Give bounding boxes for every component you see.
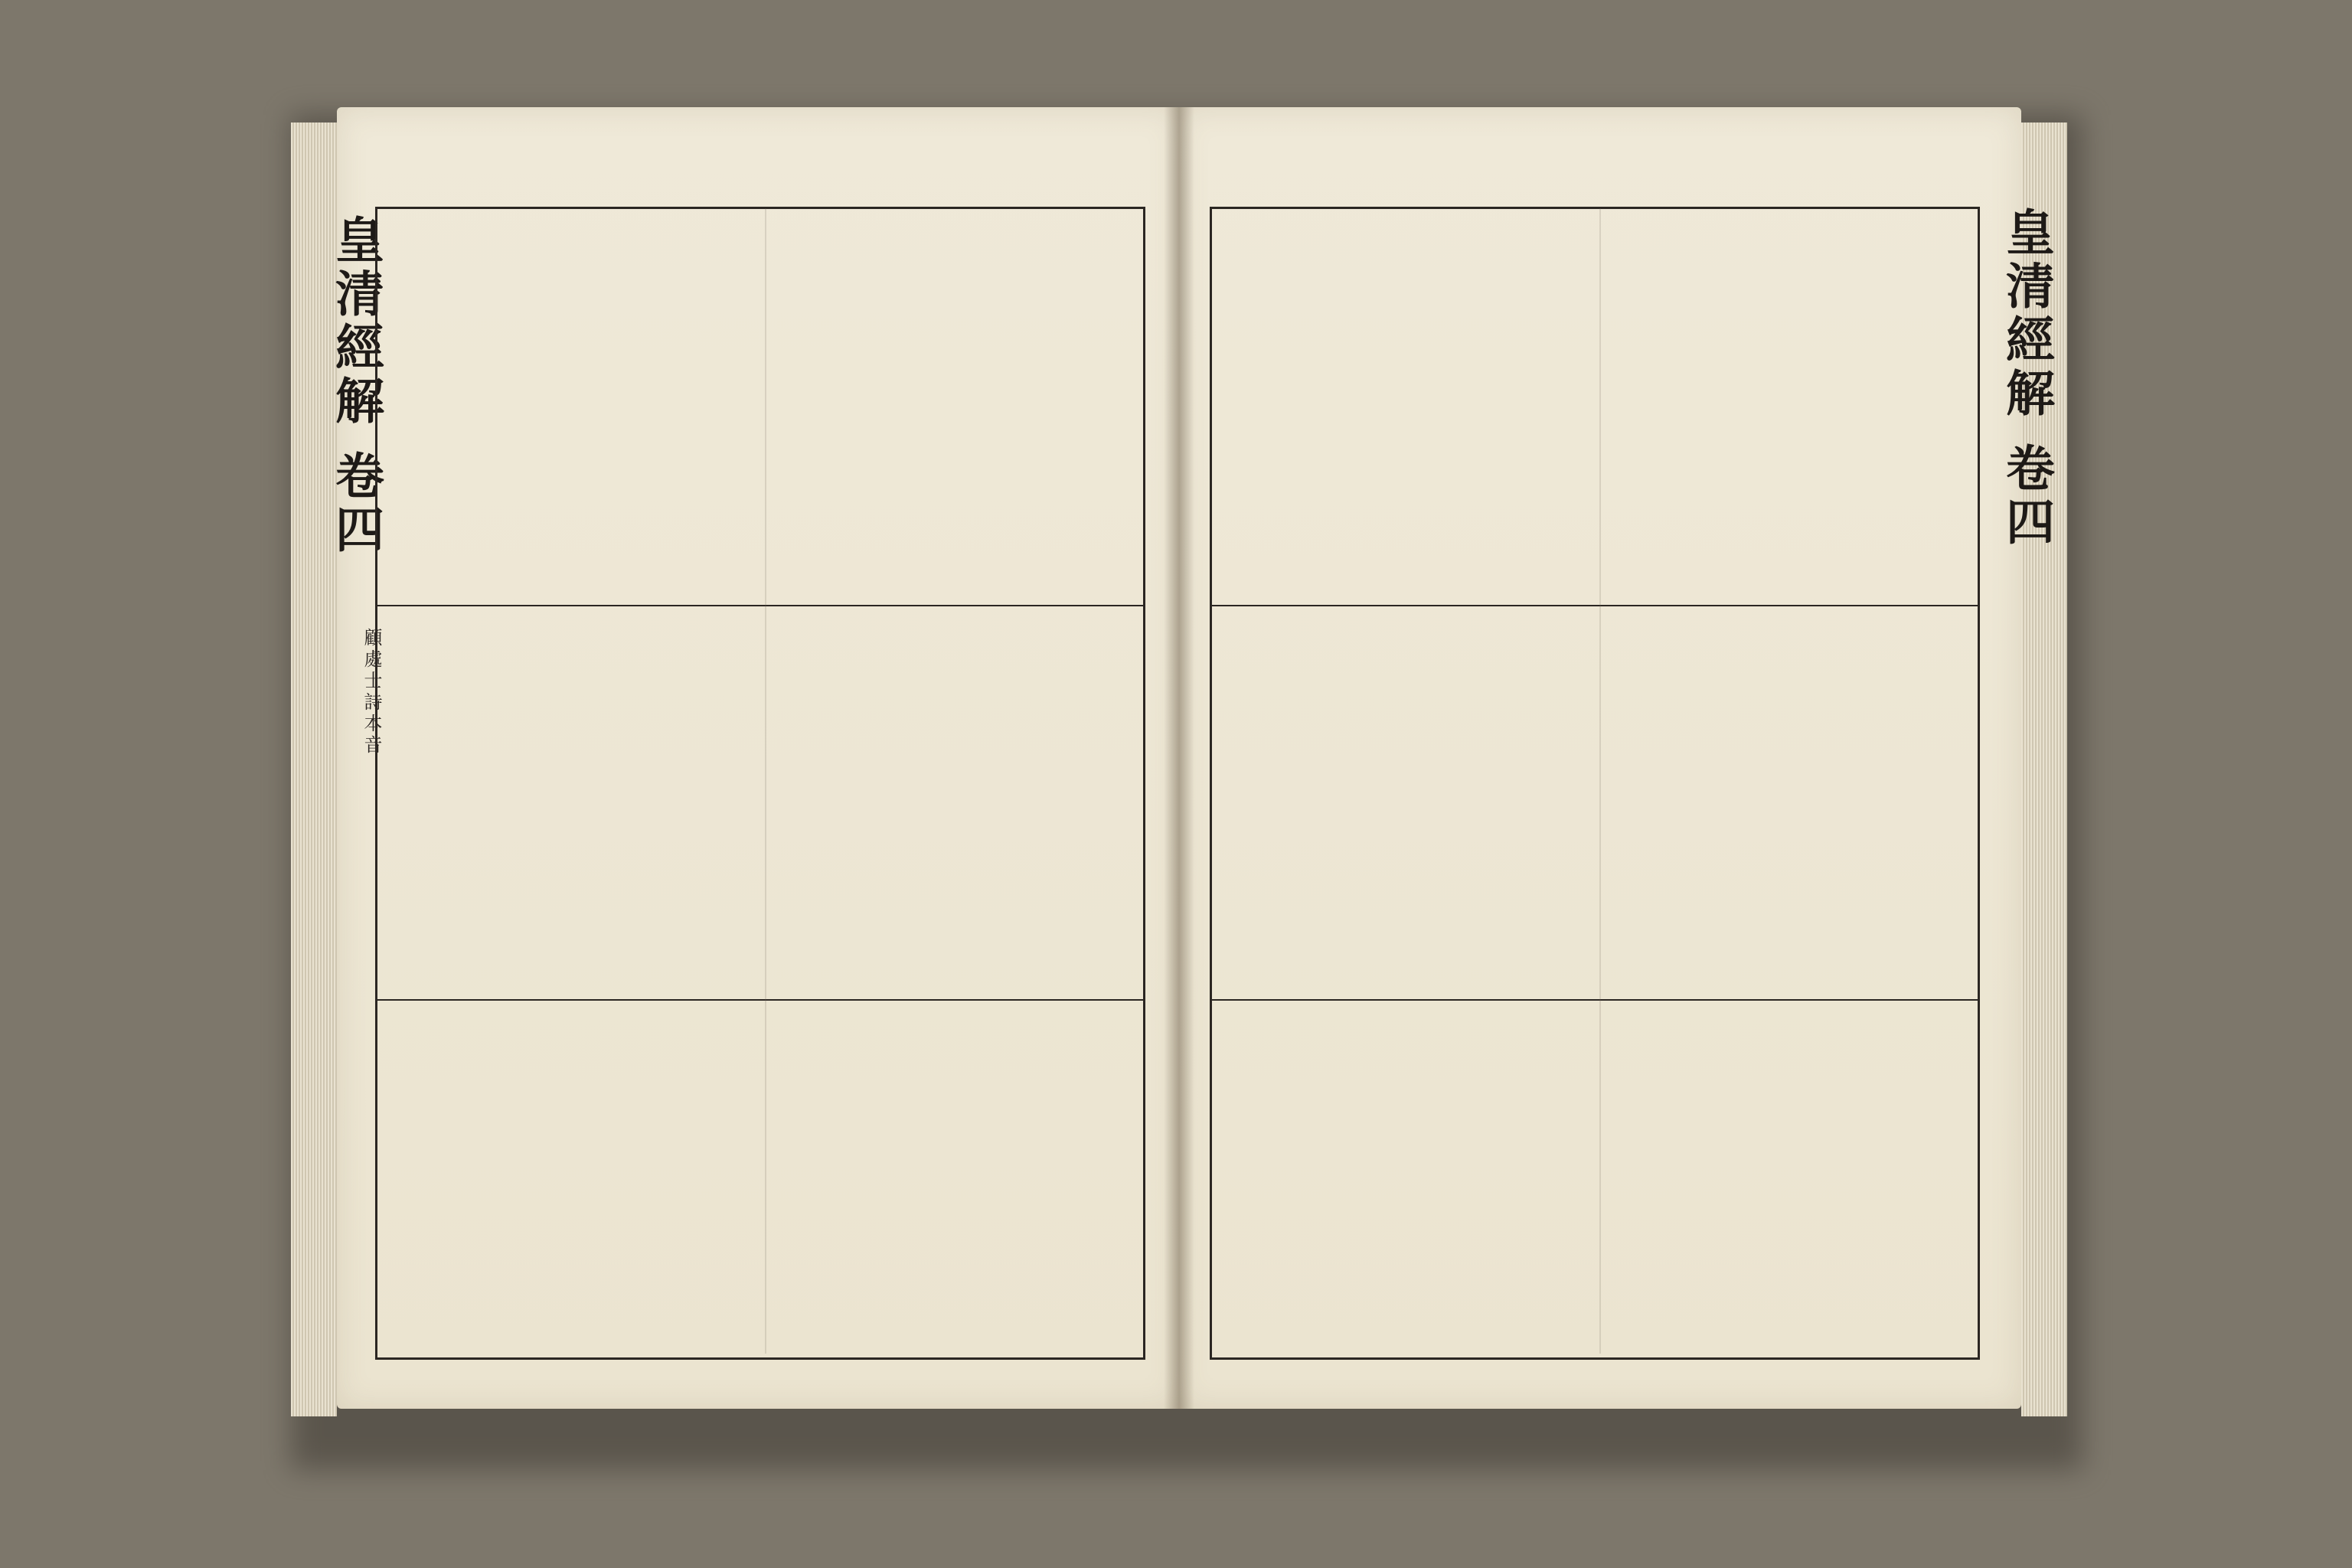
right-middle-band [1217, 612, 1968, 991]
right-band-divider-2 [1210, 999, 1978, 1001]
left-page-title: 皇清經解 卷四 [327, 214, 384, 558]
left-bottom-band [383, 1007, 1133, 1348]
left-band-divider-2 [375, 999, 1143, 1001]
book-gutter [1164, 107, 1194, 1409]
left-top-band [383, 216, 1133, 599]
right-band-divider-1 [1210, 605, 1978, 606]
right-page-title: 皇清經解 卷四 [1998, 207, 2055, 550]
left-middle-band [383, 612, 1133, 991]
right-bottom-band [1217, 1007, 1968, 1348]
right-top-band [1217, 216, 1968, 599]
left-band-divider-1 [375, 605, 1143, 606]
left-side-note: 顧處士詩本音 [361, 628, 382, 756]
